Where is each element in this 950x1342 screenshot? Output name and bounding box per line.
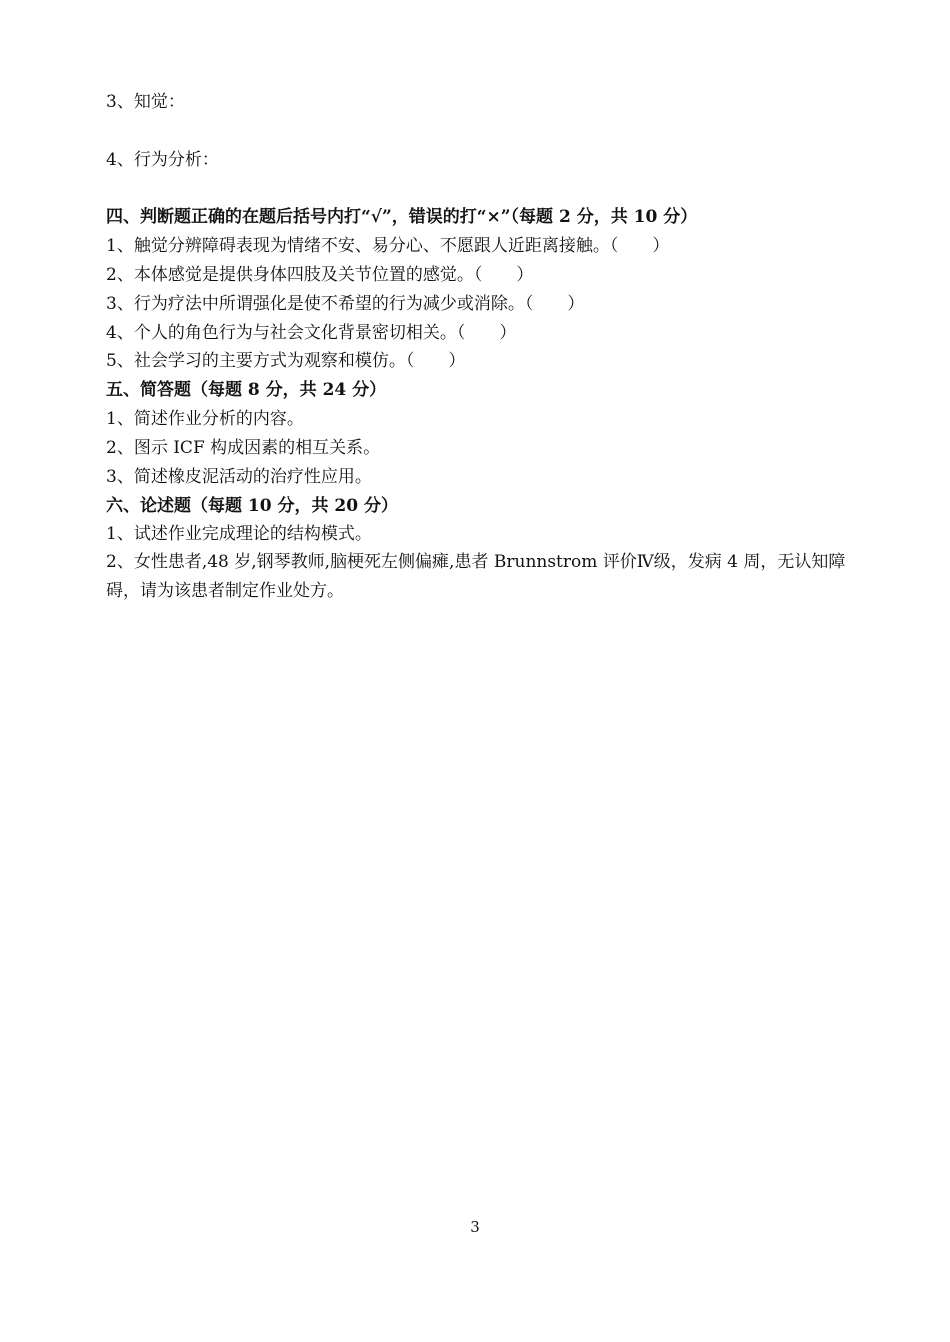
section-5-question-3: 3、简述橡皮泥活动的治疗性应用。 (106, 467, 372, 487)
definition-item-4: 4、行为分析： (106, 150, 219, 170)
section-4-question-1: 1、触觉分辨障碍表现为情绪不安、易分心、不愿跟人近距离接触。（ ） (106, 236, 670, 256)
section-5-heading: 五、简答题（每题 8 分，共 24 分） (106, 380, 387, 400)
page-number: 3 (470, 1218, 480, 1236)
section-4-question-4: 4、个人的角色行为与社会文化背景密切相关。（ ） (106, 323, 517, 343)
definition-item-3: 3、知觉： (106, 92, 185, 112)
section-6-question-1: 1、试述作业完成理论的结构模式。 (106, 524, 372, 544)
section-6-heading: 六、论述题（每题 10 分，共 20 分） (106, 496, 398, 516)
section-4-question-2: 2、本体感觉是提供身体四肢及关节位置的感觉。（ ） (106, 265, 534, 285)
section-4-question-3: 3、行为疗法中所谓强化是使不希望的行为减少或消除。（ ） (106, 294, 585, 314)
section-6-question-2: 2、女性患者,48 岁,钢琴教师,脑梗死左侧偏瘫,患者 Brunnstrom 评价Ⅳ级，发病 4 周，无认知障碍，请为该患者制定作业处方。 (106, 552, 846, 601)
section-5-question-2: 2、图示 ICF 构成因素的相互关系。 (106, 438, 381, 458)
section-4-heading: 四、判断题正确的在题后括号内打“√”，错误的打“×”（每题 2 分，共 10 分） (106, 207, 698, 227)
section-5-question-1: 1、简述作业分析的内容。 (106, 409, 304, 429)
section-4-question-5: 5、社会学习的主要方式为观察和模仿。（ ） (106, 351, 466, 371)
